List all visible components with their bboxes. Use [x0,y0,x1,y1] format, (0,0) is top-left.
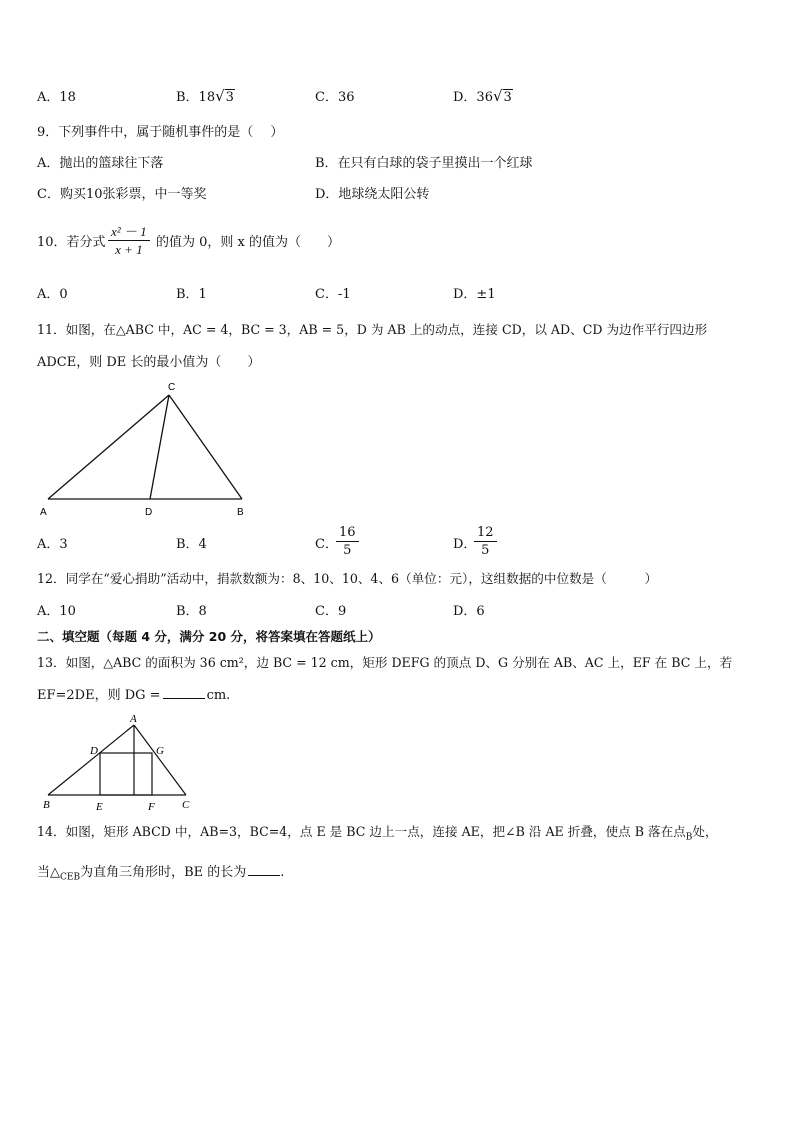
q11-option-c-denominator: 5 [336,541,359,557]
q12-option-a: A．10 [37,604,76,619]
q10-denominator: x + 1 [108,240,150,256]
q12-stem: 12．同学在“爱心捐助”活动中，捐款数额为：8、10、10、4、6（单位：元），这组数据的中位数是（ ） [37,571,658,586]
q8-option-a: A．18 [37,90,76,105]
q13-unit: cm. [206,688,231,703]
q11-triangle-figure [36,380,256,520]
q9-option-d: D．地球绕太阳公转 [315,187,430,202]
q13-rectangle-defg [100,753,152,795]
q8-option-b-radicand: 3 [225,90,234,105]
q14-stem-line2 [37,866,284,883]
q11-option-c-numerator: 16 [339,525,356,540]
q8-option-c: C．36 [315,90,355,105]
q8-option-b [176,89,235,104]
q14-stem-text: 14．如图，矩形 ABCD 中，AB=3，BC=4，点 E 是 BC 边上一点，连接 AE，把∠B 沿 AE 折叠，使点 B 落在点 [37,824,686,839]
q13-label-g: G [156,745,164,757]
q9-option-a: A．抛出的篮球往下落 [37,156,164,171]
q11-segment-cd [150,395,169,499]
q13-condition: EF=2DE，则 DG = [37,688,161,703]
q8-option-d-prefix: D．36 [453,90,493,105]
q10-fraction [108,225,150,256]
q9-option-b: B．在只有白球的袋子里摸出一个红球 [315,156,533,171]
q8-option-d [453,89,513,104]
radical-sign: √ [492,87,503,105]
q14-condition-prefix: 当△ [37,865,60,880]
q11-label-d: D [145,507,153,518]
q11-option-c-prefix: C． [315,537,338,552]
q14-point-subscript: B [685,832,693,843]
q13-stem-line2 [37,689,230,702]
q12-option-b: B．8 [176,604,207,619]
q10-stem-suffix: 的值为 0，则 x 的值为（ ） [156,235,340,250]
q11-side-bc [169,395,242,499]
q9-stem: 9．下列事件中，属于随机事件的是（ ） [37,125,284,140]
q13-side-ac [134,725,186,795]
q9-option-c: C．购买10张彩票，中一等奖 [37,187,207,202]
q10-option-a: A．0 [37,287,68,302]
q13-label-d: D [90,745,98,757]
q14-stem-end: 处， [692,824,718,839]
q11-label-a: A [40,507,47,518]
q13-side-ab [48,725,134,795]
q11-label-c: C [168,382,176,393]
q14-answer-blank[interactable] [248,875,280,876]
q10-option-c: C．-1 [315,287,351,302]
q12-option-c: C．9 [315,604,347,619]
q13-label-f: F [148,801,155,813]
q13-label-b: B [43,799,50,811]
q14-end: . [280,865,285,880]
q13-label-a: A [130,713,137,725]
q14-triangle-subscript: CEB [60,872,81,883]
q11-label-b: B [237,507,244,518]
section-heading: 二、填空题（每题 4 分，满分 20 分，将答案填在答题纸上） [37,629,381,644]
q11-option-d-denominator: 5 [474,541,497,557]
q13-answer-blank[interactable] [163,698,205,699]
q10-option-b: B．1 [176,287,207,302]
q13-label-e: E [96,801,103,813]
q14-stem-line1 [37,826,718,843]
q11-option-d-fraction [474,526,497,557]
q10-numerator: x² － 1 [111,224,147,239]
q11-option-d-prefix: D． [453,537,477,552]
q12-option-d: D．6 [453,604,485,619]
q11-option-b: B．4 [176,537,207,552]
q8-option-b-prefix: B．18 [176,90,216,105]
q10-stem-prefix: 10．若分式 [37,235,106,250]
q13-rectangle-in-triangle-figure [40,713,210,813]
q13-label-c: C [182,799,190,811]
q13-stem-line1: 13．如图，△ABC 的面积为 36 cm²，边 BC = 12 cm，矩形 DEFG 的顶点 D、G 分别在 AB、AC 上，EF 在 BC 上，若 [37,655,733,670]
q11-option-d-numerator: 12 [477,525,494,540]
q10-option-d: D．±1 [453,287,496,302]
q14-condition-suffix: 为直角三角形时，BE 的长为 [80,865,247,880]
q11-stem-line2: ADCE，则 DE 长的最小值为（ ） [37,355,261,370]
q11-option-c-fraction [336,526,359,557]
q11-stem-line1: 11．如图，在△ABC 中，AC = 4，BC = 3，AB = 5，D 为 AB 上的动点，连接 CD，以 AD、CD 为边作平行四边形 [37,322,708,337]
q8-option-d-radicand: 3 [503,90,512,105]
radical-sign: √ [215,87,225,105]
q11-side-ac [48,395,169,499]
q11-option-a: A．3 [37,537,68,552]
